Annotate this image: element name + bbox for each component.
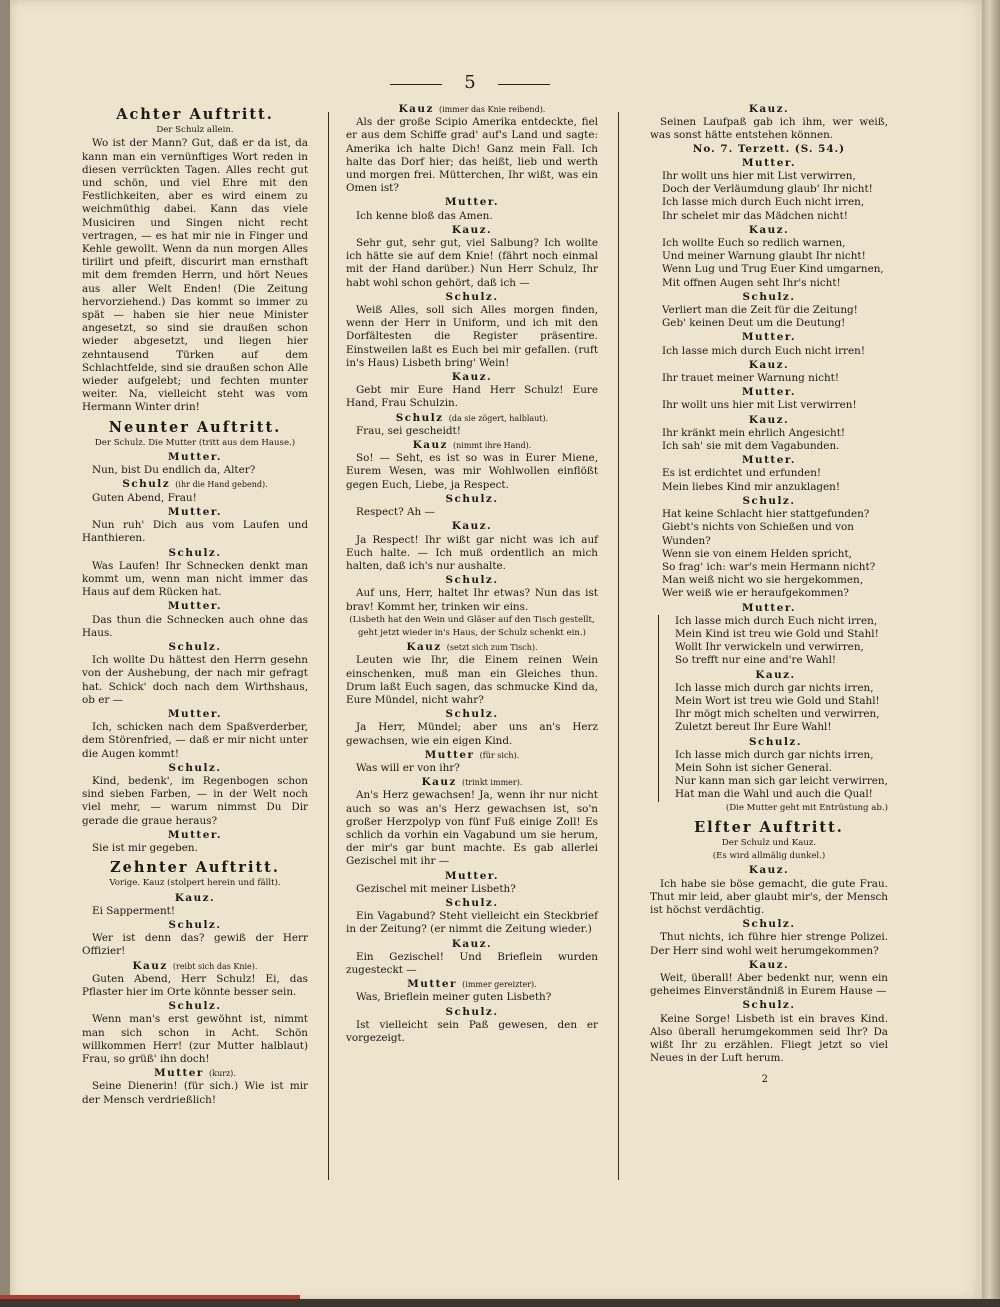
speaker-name [346, 1006, 598, 1019]
verse-line [650, 317, 888, 330]
speaker-name [346, 776, 598, 789]
verse-line [650, 210, 888, 223]
speaker-name-text: Schulz. [168, 761, 222, 774]
speaker-name [650, 959, 888, 972]
speaker-name-text: Kauz. [748, 358, 790, 371]
speaker-name [346, 520, 598, 533]
printer-signature: 2 [761, 1074, 768, 1086]
verse-line [663, 775, 888, 788]
speaker-name-text: Mutter. [742, 601, 796, 614]
scene-heading [82, 859, 308, 877]
dialogue-paragraph-text: Weiß Alles, soll sich Alles morgen finden, wenn der Herr in Uniform, und ich mit den Dorfältesten die Register präsentire. Einstweilen laßt es Euch bei mir gefallen. (ruft in's Haus) Lisbeth bring' Wein! [346, 304, 598, 369]
page-number: 5 [464, 72, 476, 93]
speaker-name-text: Schulz. [742, 918, 796, 931]
stage-direction [346, 614, 598, 640]
dialogue-paragraph [346, 883, 598, 896]
speaker-name-text: Schulz [122, 478, 171, 491]
verse-line [663, 749, 888, 762]
verse-line [650, 427, 888, 440]
speaker-direction: (setzt sich zum Tisch). [446, 643, 538, 653]
text-column-right [650, 102, 888, 1087]
stage-direction-text: (Lisbeth hat den Wein und Gläser auf den Tisch gestellt, geht jetzt wieder in's Haus, der Schulz schenkt ein.) [349, 614, 595, 638]
speaker-name-text: Mutter. [742, 454, 796, 467]
verse-line [650, 196, 888, 209]
dialogue-paragraph-text: Kind, bedenk', im Regenbogen schon sind sieben Farben, — in der Welt noch viel mehr, — warum nimmst Du Dir gerade die graue heraus? [82, 774, 308, 827]
speaker-name-text: Kauz. [174, 891, 216, 904]
musical-number-text: No. 7. Terzett. (S. 54.) [692, 142, 846, 155]
verse-line [650, 345, 888, 358]
dialogue-paragraph [346, 534, 598, 574]
text-column-middle [346, 102, 598, 1045]
dialogue-paragraph-text: Weit, überall! Aber bedenkt nur, wenn ein geheimes Einverständniß in Eurem Hause — [650, 972, 888, 998]
verse-line-text: Verliert man die Zeit für die Zeitung! [662, 304, 858, 317]
verse-line [663, 788, 888, 801]
verse-line [650, 481, 888, 494]
speaker-name [82, 892, 308, 905]
speaker-name-text: Kauz [421, 776, 457, 789]
speaker-name-text: Mutter. [742, 156, 796, 169]
stage-direction-text: Vorige. Kauz (stolpert herein und fällt). [109, 878, 281, 889]
verse-line-text: Und meiner Warnung glaubt Ihr nicht! [662, 250, 866, 263]
binding-edge [0, 1299, 1000, 1307]
speaker-name-text: Mutter. [742, 386, 796, 399]
speaker-name-text: Schulz. [445, 1005, 499, 1018]
speaker-name-text: Kauz. [451, 937, 493, 950]
dialogue-paragraph [346, 910, 598, 936]
dialogue-paragraph [346, 210, 598, 223]
speaker-direction: (immer gereizter). [462, 980, 537, 990]
dialogue-paragraph [346, 384, 598, 410]
speaker-name [346, 371, 598, 384]
dialogue-paragraph-text: Seinen Laufpaß gab ich ihm, wer weiß, was sonst hätte entstehen können. [650, 116, 888, 142]
verse-line [650, 237, 888, 250]
verse-line [650, 304, 888, 317]
verse-line-text: Mein liebes Kind mir anzuklagen! [662, 480, 841, 493]
dialogue-paragraph-text: Ich kenne bloß das Amen. [356, 209, 493, 222]
speaker-name-text: Schulz. [445, 708, 499, 721]
dialogue-paragraph-text: Ist vielleicht sein Paß gewesen, den er vorgezeigt. [346, 1018, 598, 1045]
dialogue-paragraph-text: Auf uns, Herr, haltet Ihr etwas? Nun das ist brav! Kommt her, trinken wir eins. [346, 587, 598, 613]
speaker-name-text: Kauz [132, 959, 168, 972]
verse-line [663, 641, 888, 654]
dialogue-paragraph-text: Sehr gut, sehr gut, viel Salbung? Ich wollte ich hätte sie auf dem Knie! (fährt noch einmal mit der Hand darüber.) Nun Herr Schulz, Ihr habt wohl schon gehört, daß ich — [346, 237, 598, 289]
verse-line [663, 654, 888, 667]
dialogue-paragraph [82, 842, 308, 855]
speaker-name [346, 897, 598, 910]
dialogue-paragraph-text: Guten Abend, Frau! [92, 491, 197, 504]
dialogue-paragraph-text: Sie ist mir gegeben. [92, 841, 198, 854]
speaker-name [650, 999, 888, 1012]
verse-line [650, 399, 888, 412]
dialogue-paragraph-text: Frau, sei gescheidt! [356, 424, 461, 437]
dialogue-paragraph [650, 972, 888, 998]
dialogue-paragraph-text: Was Laufen! Ihr Schnecken denkt man kommt um, wenn man nicht immer das Haus auf dem Rücken hat. [82, 559, 308, 599]
speaker-name [82, 708, 308, 721]
verse-line-text: So trefft nur eine and're Wahl! [675, 654, 837, 667]
dialogue-paragraph [346, 762, 598, 775]
dialogue-paragraph [82, 137, 308, 414]
speaker-direction: (da sie zögert, halblaut). [448, 413, 549, 423]
verse-line-text: Zuletzt bereut Ihr Eure Wahl! [675, 721, 832, 734]
speaker-direction: (trinkt immer). [461, 778, 523, 788]
speaker-name-text: Mutter. [168, 505, 222, 518]
verse-line-text: Hat keine Schlacht hier stattgefunden? [662, 508, 870, 521]
speaker-name-text: Schulz. [168, 918, 222, 931]
speaker-name-text: Schulz. [445, 290, 499, 303]
column-divider [328, 112, 329, 1180]
scene-heading [82, 418, 308, 436]
header-rule-right [498, 84, 550, 85]
verse-line [650, 170, 888, 183]
dialogue-paragraph [82, 519, 308, 545]
verse-line-text: Ich lasse mich durch gar nichts irren, [675, 748, 874, 761]
speaker-name-text: Schulz. [168, 640, 222, 653]
speaker-name [346, 439, 598, 452]
speaker-direction: (ihr die Hand gebend). [175, 480, 268, 490]
dialogue-paragraph [650, 931, 888, 957]
speaker-name [82, 600, 308, 613]
dialogue-paragraph [82, 464, 308, 477]
stage-direction-text: Der Schulz und Kauz. [721, 837, 817, 848]
dialogue-paragraph-text: Ein Vagabund? Steht vielleicht ein Steckbrief in der Zeitung? (er nimmt die Zeitung wieder.) [346, 910, 598, 936]
verse-line [663, 762, 888, 775]
verse-line [663, 708, 888, 721]
verse-line-text: Doch der Verläumdung glaub' Ihr nicht! [662, 183, 873, 196]
speaker-name [663, 736, 888, 749]
speaker-name [346, 224, 598, 237]
stage-direction-text: Der Schulz allein. [156, 125, 234, 136]
scene-heading-text: Zehnter Auftritt. [110, 859, 280, 877]
dialogue-paragraph-text: Leuten wie Ihr, die Einem reinen Wein einschenken, muß man ein Gleiches thun. Drum laßt Euch sagen, das schmucke Kind da, Eure Mündel, nicht wahr? [346, 654, 598, 706]
speaker-name-text: Schulz. [168, 1000, 222, 1013]
verse-line [650, 548, 888, 561]
speaker-name-text: Mutter. [168, 600, 222, 613]
verse-line [650, 263, 888, 276]
speaker-name [650, 331, 888, 344]
dialogue-paragraph-text: Als der große Scipio Amerika entdeckte, fiel er aus dem Schiffe grad' auf's Land und sagte: Amerika ich halte Dich! Ganz mein Fall. Ich halte das Dorf hier; das heißt, lieb und werth und morgen frei. Mütterchen, Ihr wißt, was ein Omen ist? [346, 116, 598, 195]
speaker-name [346, 196, 598, 209]
verse-line [650, 521, 888, 547]
dialogue-paragraph [82, 1013, 308, 1066]
speaker-name-text: Schulz. [445, 492, 499, 505]
verse-line-text: Mein Kind ist treu wie Gold und Stahl! [675, 627, 879, 640]
dialogue-paragraph-text: Ein Gezischel! Und Brieflein wurden zugesteckt — [346, 950, 598, 976]
stage-direction [650, 850, 888, 863]
speaker-name-text: Kauz. [451, 223, 493, 236]
speaker-name-text: Mutter. [168, 828, 222, 841]
verse-line-text: Wollt Ihr verwickeln und verwirren, [675, 641, 864, 654]
dialogue-paragraph-text: Nun ruh' Dich aus vom Laufen und Hanthieren. [82, 519, 308, 545]
dialogue-paragraph [82, 560, 308, 600]
speaker-name [650, 291, 888, 304]
dialogue-paragraph-text: Nun, bist Du endlich da, Alter? [92, 464, 256, 477]
dialogue-paragraph-text: Thut nichts, ich führe hier strenge Polizei. Der Herr sind wohl weit herumgekommen? [650, 931, 888, 957]
speaker-name [663, 669, 888, 682]
verse-line-text: Geb' keinen Deut um die Deutung! [662, 317, 846, 330]
speaker-name-text: Schulz. [742, 494, 796, 507]
speaker-name-text: Kauz. [748, 864, 790, 877]
dialogue-paragraph-text: Ich wollte Du hättest den Herrn gesehn von der Aushebung, der nach mir gefragt hat. Schick' doch nach dem Wirthshaus, ob er — [82, 654, 308, 706]
musical-number [650, 143, 888, 156]
verse-line [650, 183, 888, 196]
dialogue-paragraph [82, 1080, 308, 1106]
book-page [10, 0, 982, 1300]
speaker-name [346, 749, 598, 762]
text-column-left [82, 102, 308, 1107]
speaker-name [650, 918, 888, 931]
dialogue-paragraph [346, 116, 598, 195]
dialogue-paragraph [346, 452, 598, 492]
speaker-name-text: Mutter. [445, 869, 499, 882]
dialogue-paragraph [346, 721, 598, 747]
dialogue-paragraph [82, 721, 308, 761]
verse-line-text: Wer weiß wie er heraufgekommen? [662, 587, 849, 600]
speaker-name-text: Mutter. [168, 451, 222, 464]
dialogue-paragraph [82, 654, 308, 707]
speaker-name [346, 493, 598, 506]
speaker-name [650, 224, 888, 237]
speaker-name [650, 414, 888, 427]
speaker-name [346, 978, 598, 991]
dialogue-paragraph [346, 991, 598, 1004]
speaker-name [346, 870, 598, 883]
dialogue-paragraph-text: So! — Seht, es ist so was in Eurer Miene, Eurem Wesen, was mir Wohlwollen einflößt gegen Euch, Liebe, ja Respect. [346, 452, 598, 491]
verse-line [650, 372, 888, 385]
scene-heading-text: Elfter Auftritt. [694, 818, 844, 836]
speaker-name [82, 478, 308, 491]
speaker-name-text: Mutter. [168, 707, 222, 720]
dialogue-paragraph [82, 492, 308, 505]
verse-line [650, 508, 888, 521]
speaker-name-text: Kauz. [451, 520, 493, 533]
speaker-name-text: Kauz [398, 103, 434, 115]
speaker-name-text: Mutter. [742, 331, 796, 344]
speaker-name [346, 641, 598, 654]
speaker-name [650, 864, 888, 877]
speaker-name [82, 451, 308, 464]
speaker-name [346, 291, 598, 304]
verse-line [650, 561, 888, 574]
verse-line-text: Wenn sie von einem Helden spricht, [662, 547, 852, 560]
verse-line-text: Giebt's nichts von Schießen und von Wunden? [662, 521, 854, 547]
verse-line [650, 467, 888, 480]
speaker-name [82, 506, 308, 519]
verse-line-text: Ihr mögt mich schelten und verwirren, [675, 708, 880, 721]
verse-line-text: Ich wollte Euch so redlich warnen, [662, 237, 846, 250]
speaker-direction: (kurz). [209, 1069, 236, 1079]
ensemble-bracket [658, 615, 888, 802]
speaker-name-text: Kauz. [755, 668, 796, 681]
speaker-name-text: Mutter [424, 748, 475, 761]
speaker-name [82, 641, 308, 654]
dialogue-paragraph [82, 932, 308, 958]
speaker-name-text: Kauz [412, 439, 448, 452]
dialogue-paragraph-text: Wenn man's erst gewöhnt ist, nimmt man sich schon in Acht. Schön willkommen Herr! (zur Mutter halblaut) Frau, so grüß' ihn doch! [82, 1013, 308, 1066]
speaker-name-text: Schulz [395, 411, 444, 424]
scene-heading-text: Neunter Auftritt. [108, 418, 282, 436]
speaker-name [82, 960, 308, 973]
verse-line [663, 695, 888, 708]
speaker-name-text: Mutter [407, 978, 458, 991]
dialogue-paragraph [650, 1013, 888, 1066]
speaker-name-text: Mutter. [445, 196, 499, 209]
dialogue-paragraph-text: Seine Dienerin! (für sich.) Wie ist mir der Mensch verdrießlich! [82, 1080, 308, 1106]
speaker-name [650, 157, 888, 170]
dialogue-paragraph [346, 951, 598, 977]
speaker-name-text: Schulz. [445, 574, 499, 587]
scene-heading [650, 818, 888, 836]
verse-line-text: Ihr schelet mir das Mädchen nicht! [662, 209, 848, 222]
speaker-name-text: Kauz. [748, 413, 790, 426]
speaker-name-text: Schulz. [168, 546, 222, 559]
speaker-name-text: Schulz. [742, 290, 796, 303]
speaker-name [82, 762, 308, 775]
speaker-name-text: Schulz. [749, 735, 802, 748]
speaker-direction: (reibt sich das Knie). [172, 961, 258, 971]
verse-line-text: Hat man die Wahl und auch die Qual! [675, 788, 873, 801]
dialogue-paragraph-text: Was, Brieflein meiner guten Lisbeth? [356, 991, 552, 1004]
speaker-name [82, 1067, 308, 1080]
stage-direction [82, 124, 308, 137]
speaker-name [346, 708, 598, 721]
dialogue-paragraph-text: Das thun die Schnecken auch ohne das Haus. [82, 613, 308, 639]
dialogue-paragraph [346, 304, 598, 370]
verse-line-text: Mein Sohn ist sicher General. [675, 761, 832, 774]
stage-direction-text: Der Schulz. Die Mutter (tritt aus dem Hause.) [94, 437, 296, 448]
speaker-name [346, 412, 598, 425]
verse-line [650, 277, 888, 290]
page-edge [982, 0, 1000, 1307]
verse-line [650, 250, 888, 263]
dialogue-paragraph [346, 1019, 598, 1045]
dialogue-paragraph-text: Was will er von ihr? [356, 761, 460, 774]
dialogue-paragraph-text: Wer ist denn das? gewiß der Herr Offizier! [82, 932, 308, 958]
speaker-direction: (immer das Knie reibend). [438, 105, 546, 114]
speaker-name-text: Kauz [406, 641, 442, 654]
verse-line-text: Ihr wollt uns hier mit List verwirren! [662, 399, 857, 412]
dialogue-paragraph-text: Ich, schicken nach dem Spaßverderber, dem Störenfried, — daß er mir nicht unter die Augen kommt! [82, 721, 308, 760]
verse-line [663, 628, 888, 641]
dialogue-paragraph [82, 973, 308, 999]
verse-line-text: Ich sah' sie mit dem Vagabunden. [662, 440, 840, 453]
dialogue-paragraph-text: Wo ist der Mann? Gut, daß er da ist, da kann man ein vernünftiges Wort reden in diesen verrückten Tagen. Alles recht gut und schön, und viel Ehre mit den Festlichkeiten, aber es wird einem zu weichmüthig dabei. Kann das viele Musiciren und Singen nicht recht vertragen, — es hat mir nie in Finger und Kehle gewollt. Wenn da nun morgen Alles tirilirt und pfeift, discurirt man ernsthaft mit dem fremden Herrn, und hört Neues aus aller Welt Enden! (Die Zeitung hervorziehend.) Das kommt so immer zu spät — haben sie hier neue Minister angesetzt, so sind sie draußen schon wieder abgesetzt, und liegen hier zehntausend Türken auf dem Schlachtfelde, sind sie draußen schon Alle wieder aufgelebt; und fechten munter weiter. Na, vielleicht steht was vom Hermann Winter drin! [82, 137, 308, 414]
dialogue-paragraph-text: Guten Abend, Herr Schulz! Ei, das Pflaster hier im Orte könnte besser sein. [82, 972, 308, 998]
speaker-name [346, 574, 598, 587]
speaker-name-text: Kauz. [451, 371, 493, 384]
dialogue-paragraph [346, 425, 598, 438]
speaker-name [82, 547, 308, 560]
verse-line [663, 615, 888, 628]
dialogue-paragraph [346, 237, 598, 290]
speaker-name [82, 1000, 308, 1013]
verse-line [663, 682, 888, 695]
speaker-name [650, 495, 888, 508]
scene-heading [82, 108, 308, 121]
stage-direction-text: (Es wird allmälig dunkel.) [712, 851, 826, 862]
speaker-name-text: Kauz. [748, 103, 790, 115]
speaker-direction: (für sich). [479, 750, 520, 760]
column-divider [618, 112, 619, 1180]
verse-line-text: Ihr wollt uns hier mit List verwirren, [662, 170, 856, 183]
verse-line [650, 587, 888, 600]
verse-line-text: Es ist erdichtet und erfunden! [662, 467, 822, 480]
verse-line-text: Ihr kränkt mein ehrlich Angesicht! [662, 426, 846, 439]
verse-line-text: Wenn Lug und Trug Euer Kind umgarnen, [662, 263, 884, 276]
dialogue-paragraph [346, 654, 598, 707]
dialogue-paragraph [346, 587, 598, 613]
verse-line-text: Ich lasse mich durch gar nichts irren, [675, 681, 874, 694]
speaker-name-text: Schulz. [742, 999, 796, 1012]
dialogue-paragraph-text: Gebt mir Eure Hand Herr Schulz! Eure Hand, Frau Schulzin. [346, 384, 598, 410]
scene-heading-text: Achter Auftritt. [116, 106, 274, 123]
speaker-name [82, 919, 308, 932]
verse-line-text: Mein Wort ist treu wie Gold und Stahl! [675, 694, 880, 707]
dialogue-paragraph-text: An's Herz gewachsen! Ja, wenn ihr nur nicht auch so was an's Herz gewachsen ist, so'n großer Herzpolyp von fünf Fuß einige Zoll! Es schlich da vorhin ein Vagabund um sie herum, der mir's gar bunt machte. Es gab allerlei Gezischel mit ihr — [346, 789, 598, 868]
speaker-name [650, 454, 888, 467]
verse-line [650, 440, 888, 453]
dialogue-paragraph [82, 614, 308, 640]
stage-direction [82, 437, 308, 450]
speaker-name-text: Kauz. [748, 223, 790, 236]
verse-line-text: Ich lasse mich durch Euch nicht irren! [662, 344, 866, 357]
page-header [390, 72, 550, 96]
verse-line [663, 721, 888, 734]
verse-line-text: Ihr trauet meiner Warnung nicht! [662, 372, 840, 385]
verse-line-text: Mit offnen Augen seht Ihr's nicht! [662, 276, 841, 289]
dialogue-paragraph [82, 775, 308, 828]
speaker-name-text: Kauz. [748, 958, 790, 971]
dialogue-paragraph [650, 878, 888, 918]
dialogue-paragraph-text: Respect? Ah — [356, 506, 435, 519]
verse-line [650, 574, 888, 587]
dialogue-paragraph [346, 789, 598, 868]
speaker-name [650, 602, 888, 615]
speaker-name [650, 386, 888, 399]
speaker-direction: (nimmt ihre Hand). [453, 441, 532, 451]
dialogue-paragraph-text: Ja Herr, Mündel; aber uns an's Herz gewachsen, wie ein eigen Kind. [346, 721, 598, 747]
dialogue-paragraph-text: Ja Respect! Ihr wißt gar nicht was ich auf Euch halte. — Ich muß ordentlich an mich halten, daß ich's nur aushalte. [346, 533, 598, 572]
speaker-name [650, 359, 888, 372]
stage-direction-text: (Die Mutter geht mit Entrüstung ab.) [725, 802, 888, 813]
speaker-name-text: Mutter [154, 1067, 204, 1080]
speaker-name-text: Schulz. [445, 896, 499, 909]
speaker-name [82, 829, 308, 842]
dialogue-paragraph-text: Gezischel mit meiner Lisbeth? [356, 882, 516, 895]
speaker-name [650, 103, 888, 116]
stage-direction [650, 802, 888, 815]
dialogue-paragraph-text: Ich habe sie böse gemacht, die gute Frau. Thut mir leid, aber glaubt mir's, der Mensch ist höchst verdächtig. [650, 877, 888, 916]
verse-line-text: Ich lasse mich durch Euch nicht irren, [662, 196, 865, 209]
speaker-name [346, 938, 598, 951]
verse-line-text: Ich lasse mich durch Euch nicht irren, [675, 614, 878, 627]
dialogue-paragraph-text: Ei Sapperment! [92, 904, 175, 917]
stage-direction [82, 877, 308, 890]
dialogue-paragraph [82, 905, 308, 918]
speaker-name [346, 103, 598, 116]
stage-direction [650, 837, 888, 850]
dialogue-paragraph-text: Keine Sorge! Lisbeth ist ein braves Kind. Also überall herumgekommen seid Ihr? Da wißt Ihr zu erzählen. Fliegt jetzt so viel Neues in der Luft herum. [650, 1012, 888, 1065]
dialogue-paragraph [346, 506, 598, 519]
verse-line-text: Nur kann man sich gar leicht verwirren, [675, 775, 888, 788]
dialogue-paragraph [650, 116, 888, 142]
verse-line-text: So frag' ich: war's mein Hermann nicht? [662, 560, 876, 573]
verse-line-text: Man weiß nicht wo sie hergekommen, [662, 574, 864, 587]
